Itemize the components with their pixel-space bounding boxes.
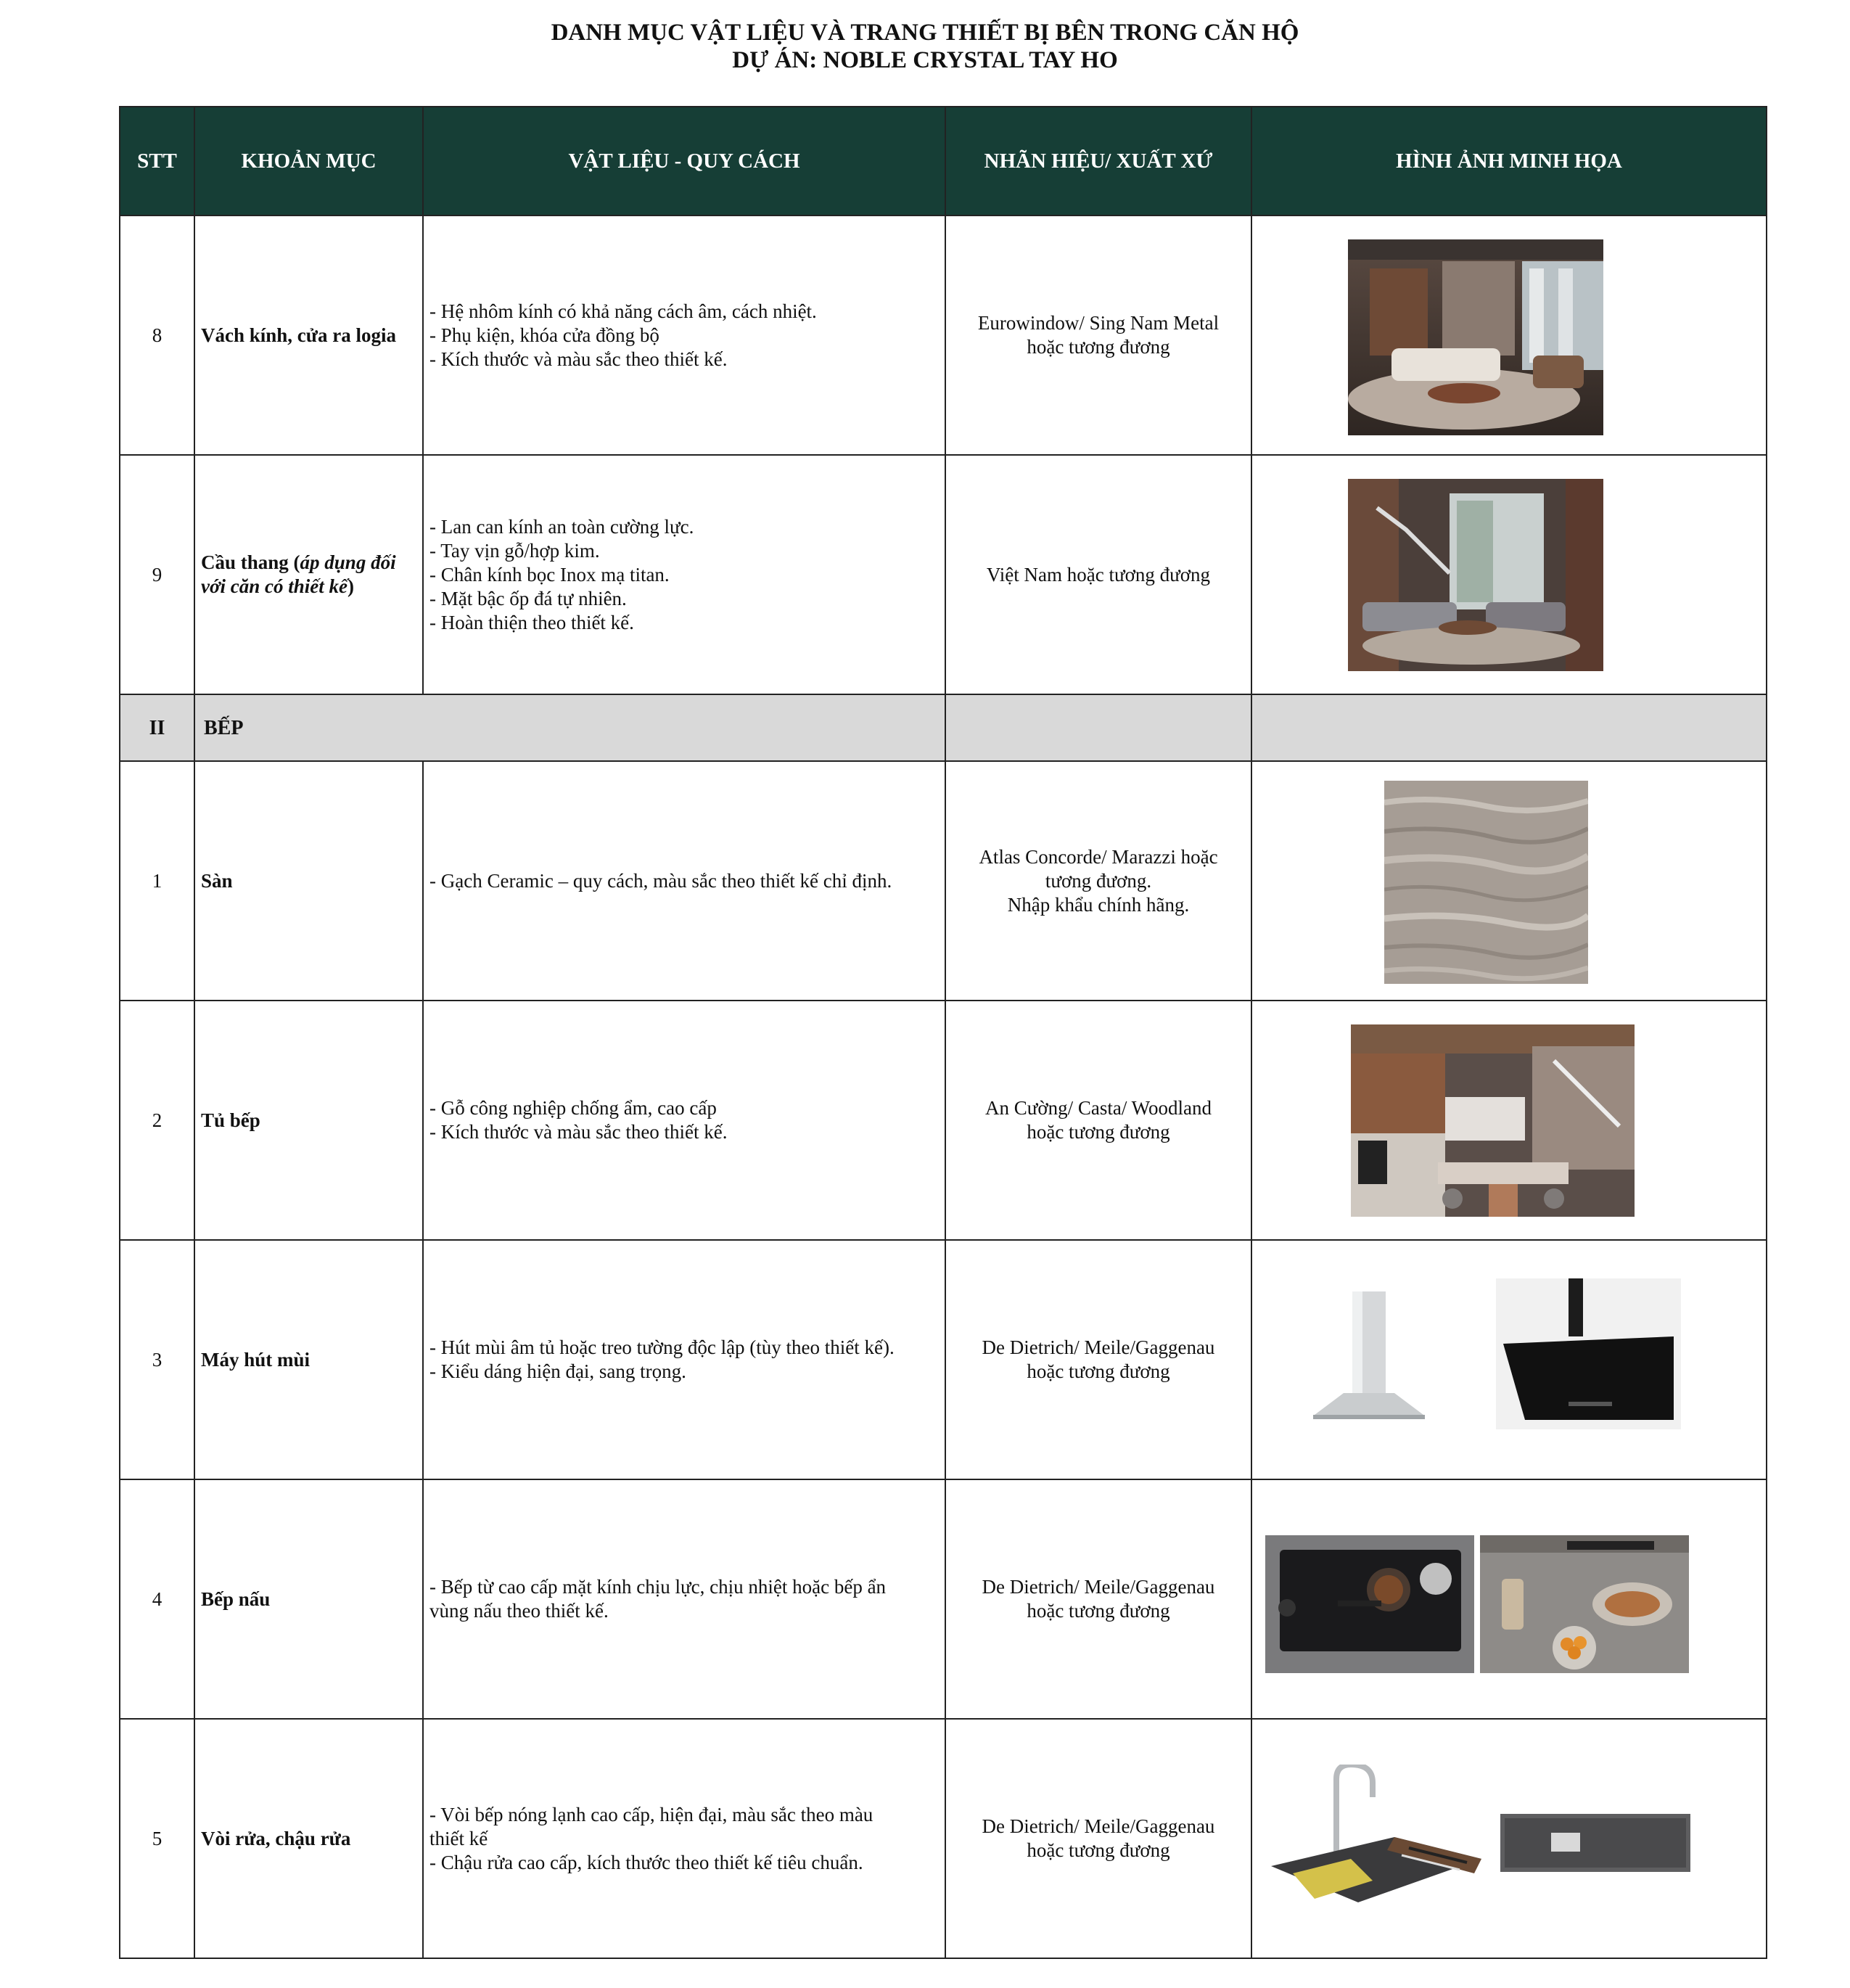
spec-line: - Hút mùi âm tủ hoặc treo tường độc lập (tùy theo thiết kế). bbox=[429, 1336, 895, 1358]
row-stt: 4 bbox=[120, 1479, 194, 1719]
row-brand bbox=[945, 215, 1251, 455]
table-row bbox=[120, 1479, 1767, 1719]
header-brand: NHÃN HIỆU/ XUẤT XỨ bbox=[945, 107, 1251, 215]
table-row bbox=[120, 1240, 1767, 1479]
spec-line: - Chân kính bọc Inox mạ titan. bbox=[429, 563, 670, 586]
induction-cooktop-photo bbox=[1265, 1535, 1474, 1673]
row-item: Máy hút mùi bbox=[194, 1240, 423, 1479]
row-spec bbox=[423, 215, 945, 455]
row-image bbox=[1251, 761, 1767, 1001]
brand-line: Eurowindow/ Sing Nam Metal bbox=[977, 312, 1220, 334]
row-image bbox=[1251, 1479, 1767, 1719]
title-line-1: DANH MỤC VẬT LIỆU VÀ TRANG THIẾT BỊ BÊN TRONG CĂN HỘ bbox=[551, 20, 1299, 46]
row-brand bbox=[945, 1479, 1251, 1719]
staircase-photo bbox=[1348, 479, 1603, 671]
row-stt: 2 bbox=[120, 1001, 194, 1240]
brand-line: tương đương. bbox=[1045, 869, 1152, 892]
brand-line: hoặc tương đương bbox=[1027, 1360, 1170, 1382]
row-image bbox=[1251, 1240, 1767, 1479]
header-stt: STT bbox=[120, 107, 194, 215]
row-spec bbox=[423, 1479, 945, 1719]
row-spec bbox=[423, 761, 945, 1001]
document-title bbox=[0, 19, 1850, 74]
row-spec bbox=[423, 1001, 945, 1240]
angled-hood-photo bbox=[1496, 1278, 1681, 1429]
spec-line: - Lan can kính an toàn cường lực. bbox=[429, 515, 694, 538]
section-blank bbox=[1251, 694, 1767, 761]
spec-line: - Chậu rửa cao cấp, kích thước theo thiết kế tiêu chuẩn. bbox=[429, 1851, 863, 1873]
spec-line: - Phụ kiện, khóa cửa đồng bộ bbox=[429, 324, 659, 346]
header-image: HÌNH ẢNH MINH HỌA bbox=[1251, 107, 1767, 215]
brand-line: hoặc tương đương bbox=[1027, 336, 1170, 358]
spec-line: - Hoàn thiện theo thiết kế. bbox=[429, 611, 634, 633]
table-row bbox=[120, 455, 1767, 694]
row-item: Vách kính, cửa ra logia bbox=[194, 215, 423, 455]
spec-line: - Kích thước và màu sắc theo thiết kế. bbox=[429, 1121, 728, 1143]
section-stt: II bbox=[120, 694, 194, 761]
spec-line: - Tay vịn gỗ/hợp kim. bbox=[429, 539, 600, 562]
section-row bbox=[120, 694, 1767, 761]
row-image bbox=[1251, 455, 1767, 694]
spec-line: - Kiểu dáng hiện đại, sang trọng. bbox=[429, 1360, 686, 1382]
spec-line: - Gạch Ceramic – quy cách, màu sắc theo thiết kế chỉ định. bbox=[429, 869, 892, 892]
ceramic-tile-photo bbox=[1384, 781, 1588, 984]
brand-line: hoặc tương đương bbox=[1027, 1839, 1170, 1861]
grey-sink-photo bbox=[1500, 1814, 1690, 1872]
row-stt: 5 bbox=[120, 1719, 194, 1958]
brand-line: De Dietrich/ Meile/Gaggenau bbox=[982, 1576, 1215, 1598]
brand-line: Nhập khẩu chính hãng. bbox=[1007, 893, 1190, 916]
spec-line: thiết kế bbox=[429, 1827, 488, 1849]
brand-line: Atlas Concorde/ Marazzi hoặc bbox=[979, 845, 1218, 868]
row-brand bbox=[945, 1719, 1251, 1958]
row-image bbox=[1251, 215, 1767, 455]
table-row bbox=[120, 215, 1767, 455]
spec-line: - Vòi bếp nóng lạnh cao cấp, hiện đại, màu sắc theo màu bbox=[429, 1803, 873, 1825]
brand-line: Việt Nam hoặc tương đương bbox=[986, 563, 1211, 586]
row-image bbox=[1251, 1719, 1767, 1958]
kitchen-cabinet-photo bbox=[1351, 1024, 1635, 1217]
table-header-row bbox=[120, 107, 1767, 215]
row-item: Tủ bếp bbox=[194, 1001, 423, 1240]
row-image bbox=[1251, 1001, 1767, 1240]
row-brand bbox=[945, 455, 1251, 694]
brand-line: hoặc tương đương bbox=[1027, 1600, 1170, 1622]
title-line-2: DỰ ÁN: NOBLE CRYSTAL TAY HO bbox=[732, 47, 1118, 73]
row-brand bbox=[945, 1240, 1251, 1479]
item-note: áp dụng đối với căn có thiết kế bbox=[201, 551, 396, 597]
table-row bbox=[120, 1719, 1767, 1958]
spec-line: - Mặt bậc ốp đá tự nhiên. bbox=[429, 587, 627, 609]
brand-line: De Dietrich/ Meile/Gaggenau bbox=[982, 1815, 1215, 1837]
row-stt: 3 bbox=[120, 1240, 194, 1479]
brand-line: hoặc tương đương bbox=[1027, 1121, 1170, 1143]
section-blank bbox=[945, 694, 1251, 761]
hidden-cooktop-photo bbox=[1480, 1535, 1689, 1673]
header-item: KHOẢN MỤC bbox=[194, 107, 423, 215]
row-brand bbox=[945, 1001, 1251, 1240]
row-stt: 9 bbox=[120, 455, 194, 694]
living-room-photo bbox=[1348, 239, 1603, 435]
row-stt: 8 bbox=[120, 215, 194, 455]
chimney-hood-photo bbox=[1300, 1291, 1438, 1429]
row-spec bbox=[423, 455, 945, 694]
row-item bbox=[194, 455, 423, 694]
kitchen-sink-photo bbox=[1264, 1765, 1489, 1917]
spec-line: - Kích thước và màu sắc theo thiết kế. bbox=[429, 348, 728, 370]
spec-line: vùng nấu theo thiết kế. bbox=[429, 1600, 609, 1622]
header-spec: VẬT LIỆU - QUY CÁCH bbox=[423, 107, 945, 215]
row-spec bbox=[423, 1719, 945, 1958]
brand-line: An Cường/ Casta/ Woodland bbox=[985, 1097, 1212, 1119]
table-row bbox=[120, 761, 1767, 1001]
spec-line: - Hệ nhôm kính có khả năng cách âm, cách nhiệt. bbox=[429, 300, 817, 322]
table-row bbox=[120, 1001, 1767, 1240]
row-item: Vòi rửa, chậu rửa bbox=[194, 1719, 423, 1958]
row-spec bbox=[423, 1240, 945, 1479]
spec-line: - Bếp từ cao cấp mặt kính chịu lực, chịu nhiệt hoặc bếp ẩn bbox=[429, 1576, 887, 1598]
item-text: Cầu thang ( bbox=[201, 551, 300, 573]
brand-line: De Dietrich/ Meile/Gaggenau bbox=[982, 1336, 1215, 1358]
item-text-end: ) bbox=[347, 575, 354, 597]
materials-table bbox=[119, 106, 1767, 1959]
spec-line: - Gỗ công nghiệp chống ẩm, cao cấp bbox=[429, 1097, 717, 1119]
row-item: Sàn bbox=[194, 761, 423, 1001]
row-item: Bếp nấu bbox=[194, 1479, 423, 1719]
row-brand bbox=[945, 761, 1251, 1001]
row-stt: 1 bbox=[120, 761, 194, 1001]
section-label: BẾP bbox=[194, 694, 945, 761]
